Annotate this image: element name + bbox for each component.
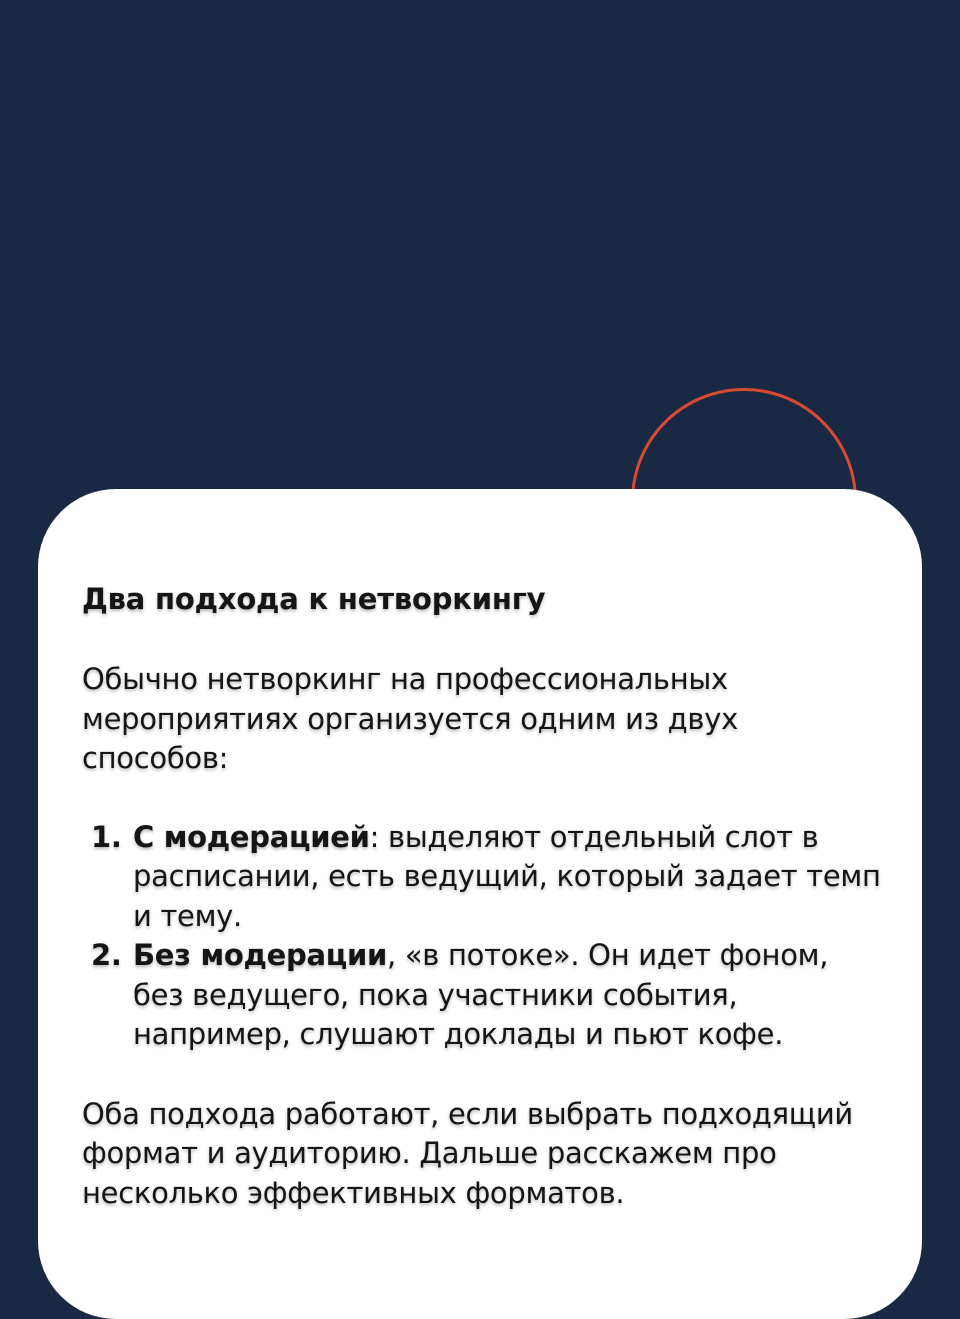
list-item-term: С модерацией [133,819,370,854]
list-item-text: , «в потоке». Он идет фоном, без ведущего, пока участники события, например, слушают доклады и пьют кофе. [133,938,829,1051]
content-card [38,489,922,1319]
intro-paragraph: Обычно нетворкинг на профессиональных мероприятиях организуется одним из двух способов: [82,662,738,775]
card-title: Два подхода к нетворкингу [82,582,546,616]
conclusion-paragraph: Оба подхода работают, если выбрать подходящий формат и аудиторию. Дальше расскажем про несколько эффективных форматов. [82,1096,853,1210]
list-item-term: Без модерации [133,938,387,972]
list-item-text: : выделяют отдельный слот в расписании, есть ведущий, который задает темп и тему. [133,819,881,933]
list-item [82,936,882,1055]
list-item [82,818,882,937]
list-item-number: 1. [91,819,122,854]
approaches-list [82,818,882,1055]
list-item-number: 2. [91,938,122,972]
